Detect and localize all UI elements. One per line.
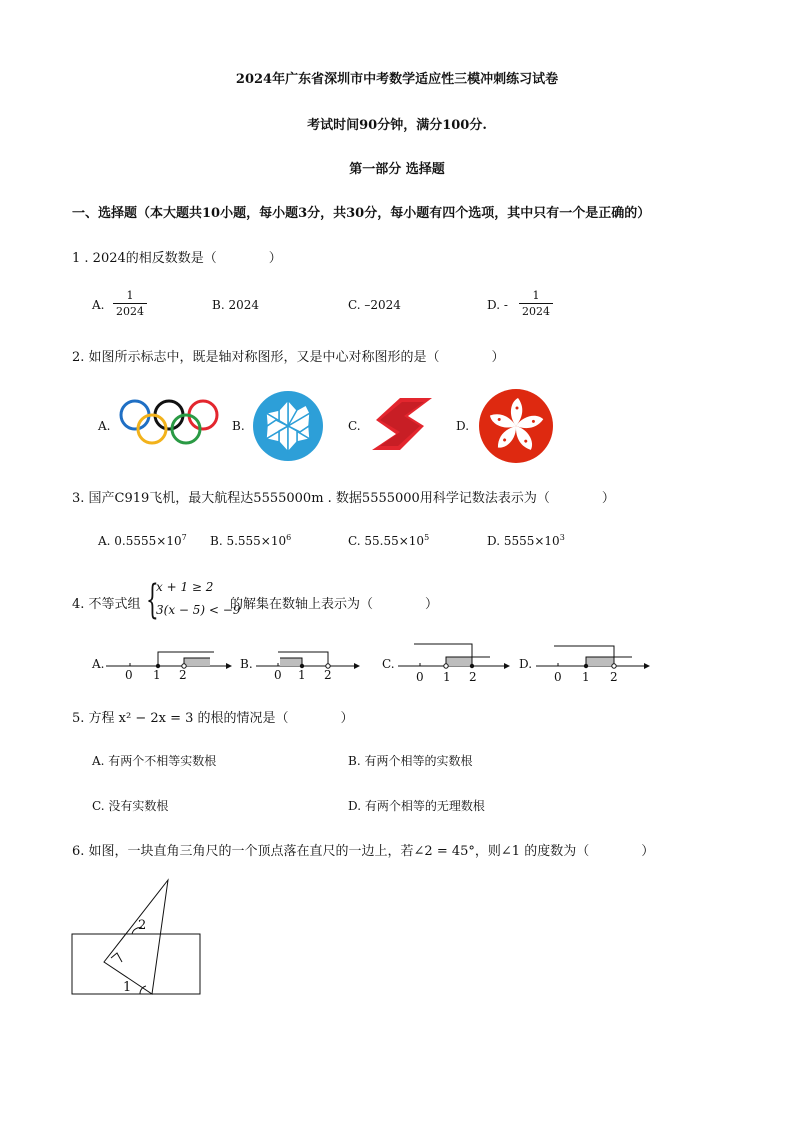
q3-option-c-exponent: 5 <box>424 533 430 542</box>
question-6-stem: 6. 如图，一块直角三角尺的一个顶点落在直尺的一边上，若∠2 = 45°，则∠1 的度数为（ ） <box>72 844 655 859</box>
q1-option-b: B. 2024 <box>212 298 259 312</box>
fraction-bar <box>113 303 147 304</box>
part-title: 第一部分 选择题 <box>349 162 445 177</box>
tick-label: 0 <box>125 668 133 682</box>
snowflake-hexagon-icon <box>252 390 324 462</box>
fraction-numerator: 1 <box>532 289 540 302</box>
q3-option-b <box>210 533 291 548</box>
tick-label: 1 <box>298 668 306 682</box>
q1-option-a-label: A. <box>92 298 105 312</box>
document-title: 2024年广东省深圳市中考数学适应性三模冲刺练习试卷 <box>235 72 559 87</box>
q3-option-a-text: A. 0.5555×10 <box>98 534 182 548</box>
question-4-stem-suffix: 的解集在数轴上表示为（ ） <box>230 597 439 612</box>
q3-option-d <box>487 533 565 548</box>
bauhinia-flower-icon <box>478 388 554 464</box>
question-5-stem: 5. 方程 x² − 2x = 3 的根的情况是（ ） <box>72 711 354 726</box>
question-2-stem: 2. 如图所示标志中，既是轴对称图形，又是中心对称图形的是（ ） <box>72 350 505 365</box>
system-line-1: x + 1 ≥ 2 <box>156 580 214 594</box>
q4-option-c: C. <box>382 657 395 671</box>
q4-numberline-a <box>104 648 234 684</box>
q1-option-c: C. –2024 <box>348 298 401 312</box>
q3-option-a-exponent: 7 <box>181 533 187 542</box>
q4-option-d: D. <box>519 657 533 671</box>
fraction-denominator: 2024 <box>116 305 144 318</box>
angle-label-2: 2 <box>138 918 147 933</box>
q5-option-a: A. 有两个不相等实数根 <box>92 754 217 768</box>
ruler-triangle-figure <box>70 878 204 998</box>
system-line-2: 3(x − 5) < −9 <box>156 603 241 617</box>
q2-option-d: D. <box>456 419 470 433</box>
q3-option-b-text: B. 5.555×10 <box>210 534 287 548</box>
fraction-numerator: 1 <box>126 289 134 302</box>
question-1-stem: 1 . 2024的相反数数是（ ） <box>72 251 282 266</box>
system-brace: { <box>146 577 159 623</box>
suzuki-s-icon <box>368 394 440 454</box>
q1-option-a-fraction <box>113 289 147 318</box>
q3-option-d-text: D. 5555×10 <box>487 534 560 548</box>
q4-numberline-b <box>254 648 362 684</box>
section-heading: 一、选择题（本大题共10小题，每小题3分，共30分，每小题有四个选项，其中只有一个是正确的） <box>72 206 651 221</box>
q3-option-a <box>98 533 187 548</box>
q4-option-b: B. <box>240 657 253 671</box>
q4-option-a: A. <box>92 657 105 671</box>
tick-label: 0 <box>416 670 424 684</box>
q1-option-d-fraction <box>519 289 553 318</box>
q2-option-a: A. <box>98 419 111 433</box>
tick-label: 1 <box>582 670 590 684</box>
tick-label: 2 <box>179 668 187 682</box>
q1-option-d-label: D. - <box>487 298 508 312</box>
tick-label: 1 <box>153 668 161 682</box>
olympic-rings-icon <box>118 398 222 448</box>
q4-numberline-c <box>396 640 512 684</box>
question-4-stem-prefix: 4. 不等式组 <box>72 597 141 612</box>
q3-option-b-exponent: 6 <box>286 533 292 542</box>
tick-label: 2 <box>469 670 477 684</box>
tick-label: 2 <box>324 668 332 682</box>
q5-option-c: C. 没有实数根 <box>92 799 169 813</box>
q2-option-b: B. <box>232 419 245 433</box>
q3-option-c <box>348 533 429 548</box>
question-3-stem: 3. 国产C919飞机，最大航程达5555000m . 数据5555000用科学记数法表示为（ ） <box>72 491 615 506</box>
q3-option-c-text: C. 55.55×10 <box>348 534 425 548</box>
fraction-denominator: 2024 <box>522 305 550 318</box>
q2-option-c: C. <box>348 419 361 433</box>
tick-label: 2 <box>610 670 618 684</box>
tick-label: 0 <box>274 668 282 682</box>
tick-label: 0 <box>554 670 562 684</box>
q3-option-d-exponent: 3 <box>559 533 565 542</box>
q5-option-d: D. 有两个相等的无理数根 <box>348 799 485 813</box>
q5-option-b: B. 有两个相等的实数根 <box>348 754 473 768</box>
fraction-bar <box>519 303 553 304</box>
angle-label-1: 1 <box>123 980 132 995</box>
exam-info: 考试时间90分钟，满分100分. <box>307 118 487 133</box>
tick-label: 1 <box>443 670 451 684</box>
q4-numberline-d <box>534 640 652 684</box>
